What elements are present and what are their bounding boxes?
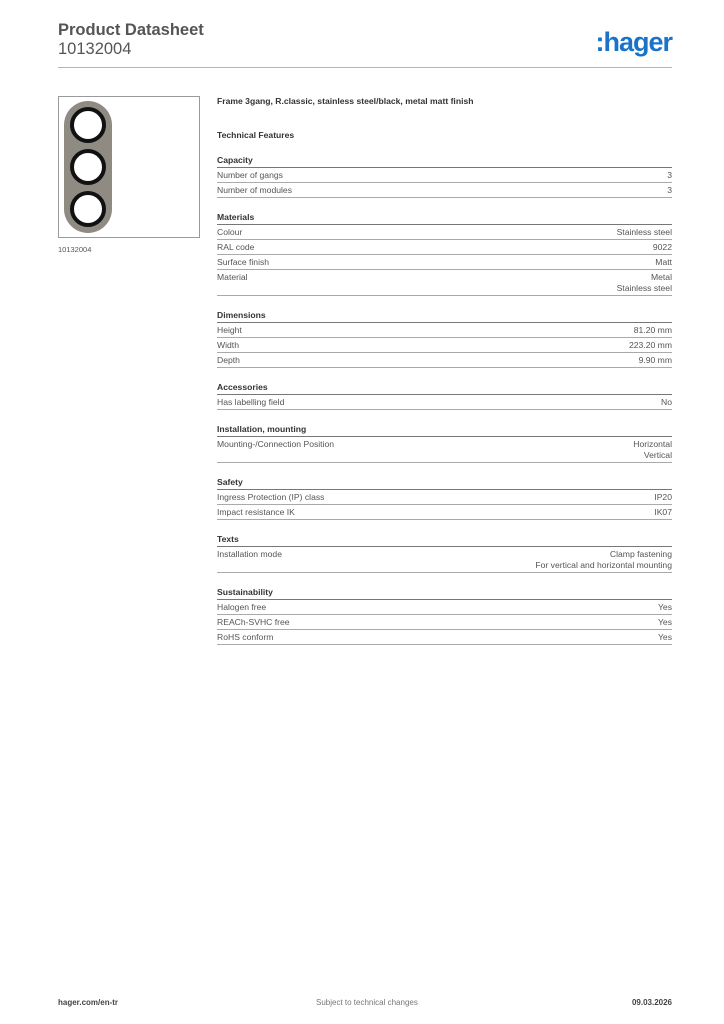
technical-features-heading: Technical Features xyxy=(217,130,295,140)
feature-value: Horizontal Vertical xyxy=(633,438,672,460)
feature-label: Material xyxy=(217,271,248,282)
feature-row xyxy=(217,505,672,520)
frame-3gang-illustration xyxy=(59,97,199,237)
feature-label: Installation mode xyxy=(217,548,282,559)
section xyxy=(217,211,672,296)
feature-label: Surface finish xyxy=(217,256,270,267)
feature-row xyxy=(217,395,672,410)
feature-value: No xyxy=(661,396,672,407)
section xyxy=(217,381,672,410)
section-title: Accessories xyxy=(217,381,672,395)
section-title: Texts xyxy=(217,533,672,547)
page-title: Product Datasheet xyxy=(58,21,204,39)
feature-sections xyxy=(217,154,672,645)
feature-row xyxy=(217,168,672,183)
frame-opening-2 xyxy=(72,151,104,183)
feature-row xyxy=(217,547,672,573)
feature-value: 223.20 mm xyxy=(629,339,672,350)
feature-label: Width xyxy=(217,339,239,350)
feature-value: Yes xyxy=(657,631,672,642)
section xyxy=(217,154,672,198)
feature-row xyxy=(217,183,672,198)
feature-row xyxy=(217,240,672,255)
section xyxy=(217,533,672,573)
feature-value: IP20 xyxy=(654,491,672,502)
feature-value: 9.90 mm xyxy=(638,354,672,365)
frame-opening-1 xyxy=(72,109,104,141)
feature-label: Height xyxy=(217,324,242,335)
feature-value: 81.20 mm xyxy=(633,324,672,335)
document-id: 10132004 xyxy=(58,40,132,58)
section xyxy=(217,423,672,463)
feature-row xyxy=(217,600,672,615)
feature-label: RAL code xyxy=(217,241,255,252)
feature-row xyxy=(217,323,672,338)
feature-value: 3 xyxy=(667,184,672,195)
feature-value: Yes xyxy=(657,616,672,627)
feature-row xyxy=(217,437,672,463)
hager-logo: :hager xyxy=(595,27,672,57)
feature-label: RoHS conform xyxy=(217,631,274,642)
feature-label: Colour xyxy=(217,226,243,237)
footer-note: Subject to technical changes xyxy=(316,998,418,1007)
feature-label: Number of modules xyxy=(217,184,292,195)
feature-row xyxy=(217,338,672,353)
feature-value: Matt xyxy=(655,256,672,267)
feature-label: Halogen free xyxy=(217,601,267,612)
feature-row xyxy=(217,630,672,645)
section-title: Capacity xyxy=(217,154,672,168)
feature-value: 3 xyxy=(667,169,672,180)
feature-value: Metal Stainless steel xyxy=(616,271,672,293)
section-title: Sustainability xyxy=(217,586,672,600)
feature-label: Ingress Protection (IP) class xyxy=(217,491,325,502)
footer-date: 09.03.2026 xyxy=(631,998,672,1007)
feature-row xyxy=(217,270,672,296)
section xyxy=(217,476,672,520)
feature-label: Impact resistance IK xyxy=(217,506,295,517)
section-title: Safety xyxy=(217,476,672,490)
feature-row xyxy=(217,225,672,240)
feature-row xyxy=(217,490,672,505)
section-title: Dimensions xyxy=(217,309,672,323)
datasheet-content xyxy=(217,95,672,645)
feature-row xyxy=(217,255,672,270)
image-caption: 10132004 xyxy=(58,245,92,254)
section-title: Installation, mounting xyxy=(217,423,672,437)
feature-value: Clamp fastening For vertical and horizontal mounting xyxy=(535,548,672,570)
section xyxy=(217,309,672,368)
feature-value: Yes xyxy=(657,601,672,612)
feature-label: Mounting-/Connection Position xyxy=(217,438,335,449)
feature-label: REACh-SVHC free xyxy=(217,616,290,627)
feature-row xyxy=(217,353,672,368)
section-title: Materials xyxy=(217,211,672,225)
feature-label: Number of gangs xyxy=(217,169,283,180)
section xyxy=(217,586,672,645)
feature-value: 9022 xyxy=(652,241,672,252)
header-divider xyxy=(58,67,672,68)
feature-label: Has labelling field xyxy=(217,396,285,407)
feature-label: Depth xyxy=(217,354,240,365)
document-header xyxy=(58,20,204,58)
product-image xyxy=(58,96,200,238)
feature-value: IK07 xyxy=(654,506,672,517)
feature-row xyxy=(217,615,672,630)
product-name: Frame 3gang, R.classic, stainless steel/black, metal matt finish xyxy=(217,96,474,106)
frame-opening-3 xyxy=(72,193,104,225)
feature-value: Stainless steel xyxy=(616,226,672,237)
footer-website[interactable]: hager.com/en-tr xyxy=(58,998,119,1007)
